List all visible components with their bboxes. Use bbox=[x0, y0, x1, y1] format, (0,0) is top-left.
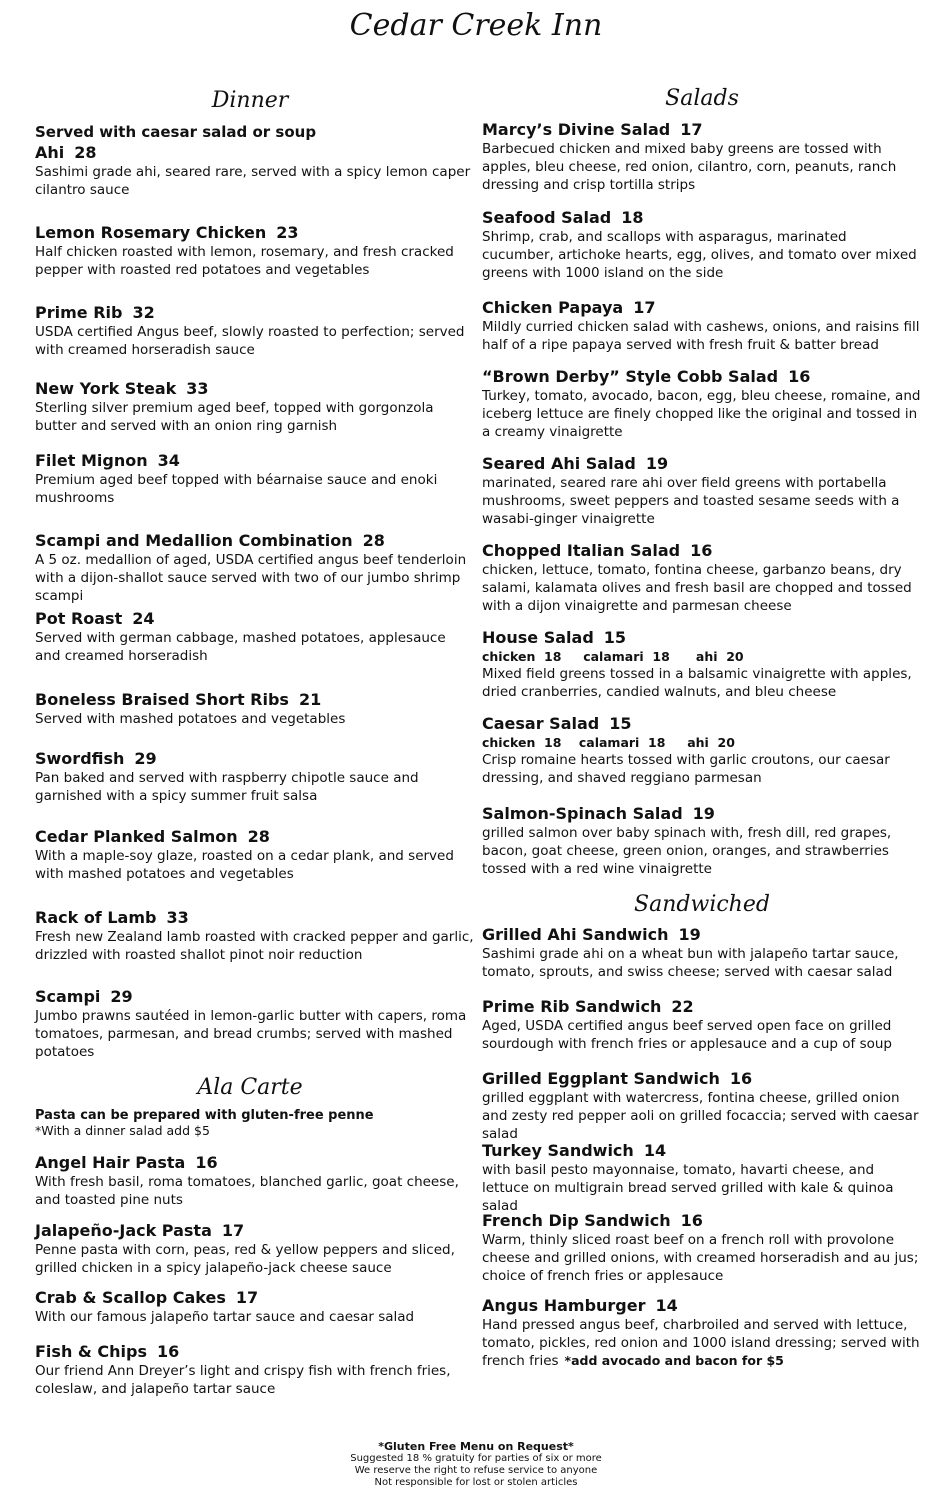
item-name: Scampi bbox=[35, 987, 101, 1006]
item-price: 15 bbox=[603, 628, 627, 647]
item-description: Premium aged beef topped with béarnaise sauce and enoki mushrooms bbox=[35, 472, 438, 506]
item-price: 16 bbox=[690, 541, 713, 560]
salads-heading: Salads bbox=[665, 86, 739, 111]
item-name: Pot Roast bbox=[35, 609, 123, 628]
item-name: Seared Ahi Salad bbox=[482, 454, 636, 473]
ala-carte-heading: Ala Carte bbox=[197, 1075, 303, 1100]
item-price: 19 bbox=[645, 454, 669, 473]
menu-item bbox=[35, 1341, 475, 1398]
item-price: 22 bbox=[671, 997, 694, 1016]
item-price: 16 bbox=[729, 1069, 753, 1088]
item-description: grilled salmon over baby spinach with, fresh dill, red grapes, bacon, goat cheese, green onion, oranges, and strawberries tossed with a red wine vinaigrette bbox=[482, 825, 892, 877]
item-name: Caesar Salad bbox=[482, 714, 600, 733]
item-name: House Salad bbox=[482, 628, 594, 647]
sandwiches-heading: Sandwiched bbox=[634, 892, 770, 917]
item-price: 21 bbox=[298, 690, 322, 709]
item-name: Prime Rib Sandwich bbox=[482, 997, 662, 1016]
menu-item bbox=[35, 689, 475, 728]
item-description: A 5 oz. medallion of aged, USDA certified angus beef tenderloin with a dijon-shallot sauce served with two of our jumbo shrimp scampi bbox=[35, 552, 467, 604]
item-name: French Dip Sandwich bbox=[482, 1211, 671, 1230]
item-name: Filet Mignon bbox=[35, 451, 148, 470]
item-name: Seafood Salad bbox=[482, 208, 612, 227]
item-name: Crab & Scallop Cakes bbox=[35, 1288, 226, 1307]
menu-item bbox=[35, 222, 475, 279]
menu-item bbox=[35, 302, 475, 359]
item-name: Chopped Italian Salad bbox=[482, 541, 681, 560]
menu-item bbox=[35, 450, 475, 507]
menu-item bbox=[482, 627, 922, 701]
footer bbox=[0, 1440, 952, 1489]
footer-gluten-free: *Gluten Free Menu on Request* bbox=[378, 1440, 574, 1453]
footer-gratuity: Suggested 18 % gratuity for parties of six or more bbox=[350, 1453, 602, 1464]
menu-item bbox=[482, 119, 922, 194]
item-name: Lemon Rosemary Chicken bbox=[35, 223, 267, 242]
item-price: 32 bbox=[132, 303, 155, 322]
restaurant-title: Cedar Creek Inn bbox=[349, 8, 603, 43]
item-price: 15 bbox=[609, 714, 632, 733]
menu-item bbox=[482, 1068, 922, 1143]
item-name: Angel Hair Pasta bbox=[35, 1153, 186, 1172]
menu-item bbox=[482, 1140, 922, 1215]
item-name: Rack of Lamb bbox=[35, 908, 157, 927]
dinner-note: Served with caesar salad or soup bbox=[35, 123, 317, 141]
item-name: Grilled Eggplant Sandwich bbox=[482, 1069, 720, 1088]
item-description: USDA certified Angus beef, slowly roasted to perfection; served with creamed horseradish sauce bbox=[35, 324, 465, 358]
item-description: With fresh basil, roma tomatoes, blanched garlic, goat cheese, and toasted pine nuts bbox=[35, 1174, 459, 1208]
item-price: 14 bbox=[643, 1141, 667, 1160]
item-description: Turkey, tomato, avocado, bacon, egg, bleu cheese, romaine, and iceberg lettuce are finely chopped like the original and tossed in a creamy vinaigrette bbox=[482, 388, 921, 440]
menu-item bbox=[482, 297, 922, 354]
menu-item bbox=[35, 748, 475, 805]
item-description: Jumbo prawns sautéed in lemon-garlic butter with capers, roma tomatoes, parmesan, and bread crumbs; served with mashed potatoes bbox=[35, 1008, 467, 1060]
item-price: 17 bbox=[235, 1288, 259, 1307]
item-price: 16 bbox=[195, 1153, 218, 1172]
item-description: Mildly curried chicken salad with cashews, onions, and raisins fill half of a ripe papaya served with fresh fruit & batter bread bbox=[482, 319, 920, 353]
menu-item bbox=[35, 826, 475, 883]
item-description: Penne pasta with corn, peas, red & yellow peppers and sliced, grilled chicken in a spicy jalapeño-jack cheese sauce bbox=[35, 1242, 455, 1276]
item-price: 33 bbox=[186, 379, 209, 398]
right-column bbox=[482, 0, 922, 1440]
item-name: Chicken Papaya bbox=[482, 298, 624, 317]
item-price: 14 bbox=[655, 1296, 678, 1315]
item-description: Sashimi grade ahi on a wheat bun with jalapeño tartar sauce, tomato, sprouts, and swiss cheese; served with caesar salad bbox=[482, 946, 899, 980]
ala-carte-note-bold: Pasta can be prepared with gluten-free penne bbox=[35, 1108, 374, 1123]
item-description: Fresh new Zealand lamb roasted with cracked pepper and garlic, drizzled with roasted shallot pinot noir reduction bbox=[35, 929, 474, 963]
item-name: Scampi and Medallion Combination bbox=[35, 531, 353, 550]
menu-item bbox=[482, 1210, 922, 1285]
item-description: Mixed field greens tossed in a balsamic vinaigrette with apples, dried cranberries, candied walnuts, and bleu cheese bbox=[482, 666, 912, 700]
item-price: 24 bbox=[132, 609, 155, 628]
item-name: Salmon-Spinach Salad bbox=[482, 804, 683, 823]
menu-item bbox=[35, 378, 475, 435]
item-name: Jalapeño-Jack Pasta bbox=[35, 1221, 212, 1240]
menu-item bbox=[35, 1287, 475, 1326]
menu-item bbox=[35, 986, 475, 1061]
item-description: Crisp romaine hearts tossed with garlic croutons, our caesar dressing, and shaved reggiano parmesan bbox=[482, 752, 890, 786]
item-name: Grilled Ahi Sandwich bbox=[482, 925, 669, 944]
item-name: Angus Hamburger bbox=[482, 1296, 646, 1315]
footer-not-responsible: Not responsible for lost or stolen articles bbox=[374, 1477, 578, 1488]
left-column bbox=[35, 0, 475, 1440]
item-description: Served with mashed potatoes and vegetables bbox=[35, 711, 346, 727]
footer-refuse-service: We reserve the right to refuse service to anyone bbox=[354, 1465, 598, 1476]
menu-item bbox=[482, 924, 922, 981]
menu-item bbox=[35, 907, 475, 964]
item-name: Boneless Braised Short Ribs bbox=[35, 690, 289, 709]
item-price: 33 bbox=[166, 908, 189, 927]
item-price: 17 bbox=[221, 1221, 245, 1240]
item-description: Our friend Ann Dreyer’s light and crispy fish with french fries, coleslaw, and jalapeño tartar sauce bbox=[35, 1363, 451, 1397]
item-price: 16 bbox=[680, 1211, 703, 1230]
item-price: 29 bbox=[110, 987, 133, 1006]
menu-item bbox=[35, 530, 475, 605]
ala-carte-note: *With a dinner salad add $5 bbox=[35, 1123, 210, 1138]
item-description: With our famous jalapeño tartar sauce and caesar salad bbox=[35, 1309, 415, 1325]
item-price: 19 bbox=[692, 804, 715, 823]
item-price: 28 bbox=[247, 827, 270, 846]
menu-item bbox=[482, 453, 922, 528]
item-price: 16 bbox=[788, 367, 811, 386]
item-price: 19 bbox=[678, 925, 701, 944]
item-description: Barbecued chicken and mixed baby greens are tossed with apples, bleu cheese, red onion, cilantro, corn, peanuts, ranch dressing and crisp tortilla strips bbox=[482, 141, 897, 193]
menu-item bbox=[482, 1295, 922, 1370]
item-price: 18 bbox=[621, 208, 644, 227]
item-price: 23 bbox=[276, 223, 299, 242]
item-name: Turkey Sandwich bbox=[482, 1141, 634, 1160]
item-name: Prime Rib bbox=[35, 303, 123, 322]
item-name: New York Steak bbox=[35, 379, 177, 398]
item-description: Sashimi grade ahi, seared rare, served with a spicy lemon caper cilantro sauce bbox=[35, 164, 471, 198]
menu-item bbox=[35, 608, 475, 665]
menu-item bbox=[35, 1220, 475, 1277]
menu-item bbox=[482, 803, 922, 878]
dinner-heading: Dinner bbox=[211, 88, 289, 113]
item-description: Pan baked and served with raspberry chipotle sauce and garnished with a spicy summer fruit salsa bbox=[35, 770, 419, 804]
item-description: with basil pesto mayonnaise, tomato, havarti cheese, and lettuce on multigrain bread served grilled with kale & quinoa salad bbox=[482, 1162, 894, 1214]
item-description: chicken, lettuce, tomato, fontina cheese, garbanzo beans, dry salami, kalamata olives and fresh basil are chopped and tossed with a dijon vinaigrette and parmesan cheese bbox=[482, 562, 912, 614]
menu-item bbox=[35, 1152, 475, 1209]
item-name: Swordfish bbox=[35, 749, 125, 768]
item-description: marinated, seared rare ahi over field greens with portabella mushrooms, sweet peppers and toasted sesame seeds with a wasabi-ginger vinaigrette bbox=[482, 475, 900, 527]
menu-item bbox=[482, 996, 922, 1053]
item-description: Warm, thinly sliced roast beef on a french roll with provolone cheese and grilled onions, with creamed horseradish and au jus; choice of french fries or applesauce bbox=[482, 1232, 919, 1284]
item-extra-note: *add avocado and bacon for $5 bbox=[564, 1353, 784, 1368]
menu-item bbox=[482, 366, 922, 441]
item-description: Shrimp, crab, and scallops with asparagus, marinated cucumber, artichoke hearts, egg, olives, and tomato over mixed greens with 1000 island on the side bbox=[482, 229, 917, 281]
item-name: Marcy’s Divine Salad bbox=[482, 120, 671, 139]
item-add-ons: chicken 18 calamari 18 ahi 20 bbox=[482, 735, 735, 750]
menu-item bbox=[482, 207, 922, 282]
item-price: 34 bbox=[157, 451, 180, 470]
item-price: 17 bbox=[680, 120, 703, 139]
item-name: Cedar Planked Salmon bbox=[35, 827, 238, 846]
item-price: 16 bbox=[157, 1342, 180, 1361]
item-name: Fish & Chips bbox=[35, 1342, 148, 1361]
menu-item bbox=[35, 142, 475, 199]
item-description: grilled eggplant with watercress, fontina cheese, grilled onion and zesty red pepper aoli on grilled focaccia; served with caesar salad bbox=[482, 1090, 919, 1142]
item-add-ons: chicken 18 calamari 18 ahi 20 bbox=[482, 649, 744, 664]
item-description: Served with german cabbage, mashed potatoes, applesauce and creamed horseradish bbox=[35, 630, 446, 664]
item-description: Half chicken roasted with lemon, rosemary, and fresh cracked pepper with roasted red potatoes and vegetables bbox=[35, 244, 454, 278]
menu-item bbox=[482, 540, 922, 615]
item-price: 28 bbox=[74, 143, 97, 162]
item-price: 29 bbox=[134, 749, 157, 768]
item-name: Ahi bbox=[35, 143, 65, 162]
item-description: Aged, USDA certified angus beef served open face on grilled sourdough with french fries or applesauce and a cup of soup bbox=[482, 1018, 892, 1052]
item-price: 17 bbox=[633, 298, 656, 317]
item-price: 28 bbox=[362, 531, 385, 550]
item-description: Sterling silver premium aged beef, topped with gorgonzola butter and served with an onion ring garnish bbox=[35, 400, 434, 434]
item-name: “Brown Derby” Style Cobb Salad bbox=[482, 367, 779, 386]
item-description: With a maple-soy glaze, roasted on a cedar plank, and served with mashed potatoes and vegetables bbox=[35, 848, 454, 882]
item-description: Hand pressed angus beef, charbroiled and served with lettuce, tomato, pickles, red onion and 1000 island dressing; served with french fries bbox=[482, 1317, 920, 1369]
menu-item bbox=[482, 713, 922, 787]
